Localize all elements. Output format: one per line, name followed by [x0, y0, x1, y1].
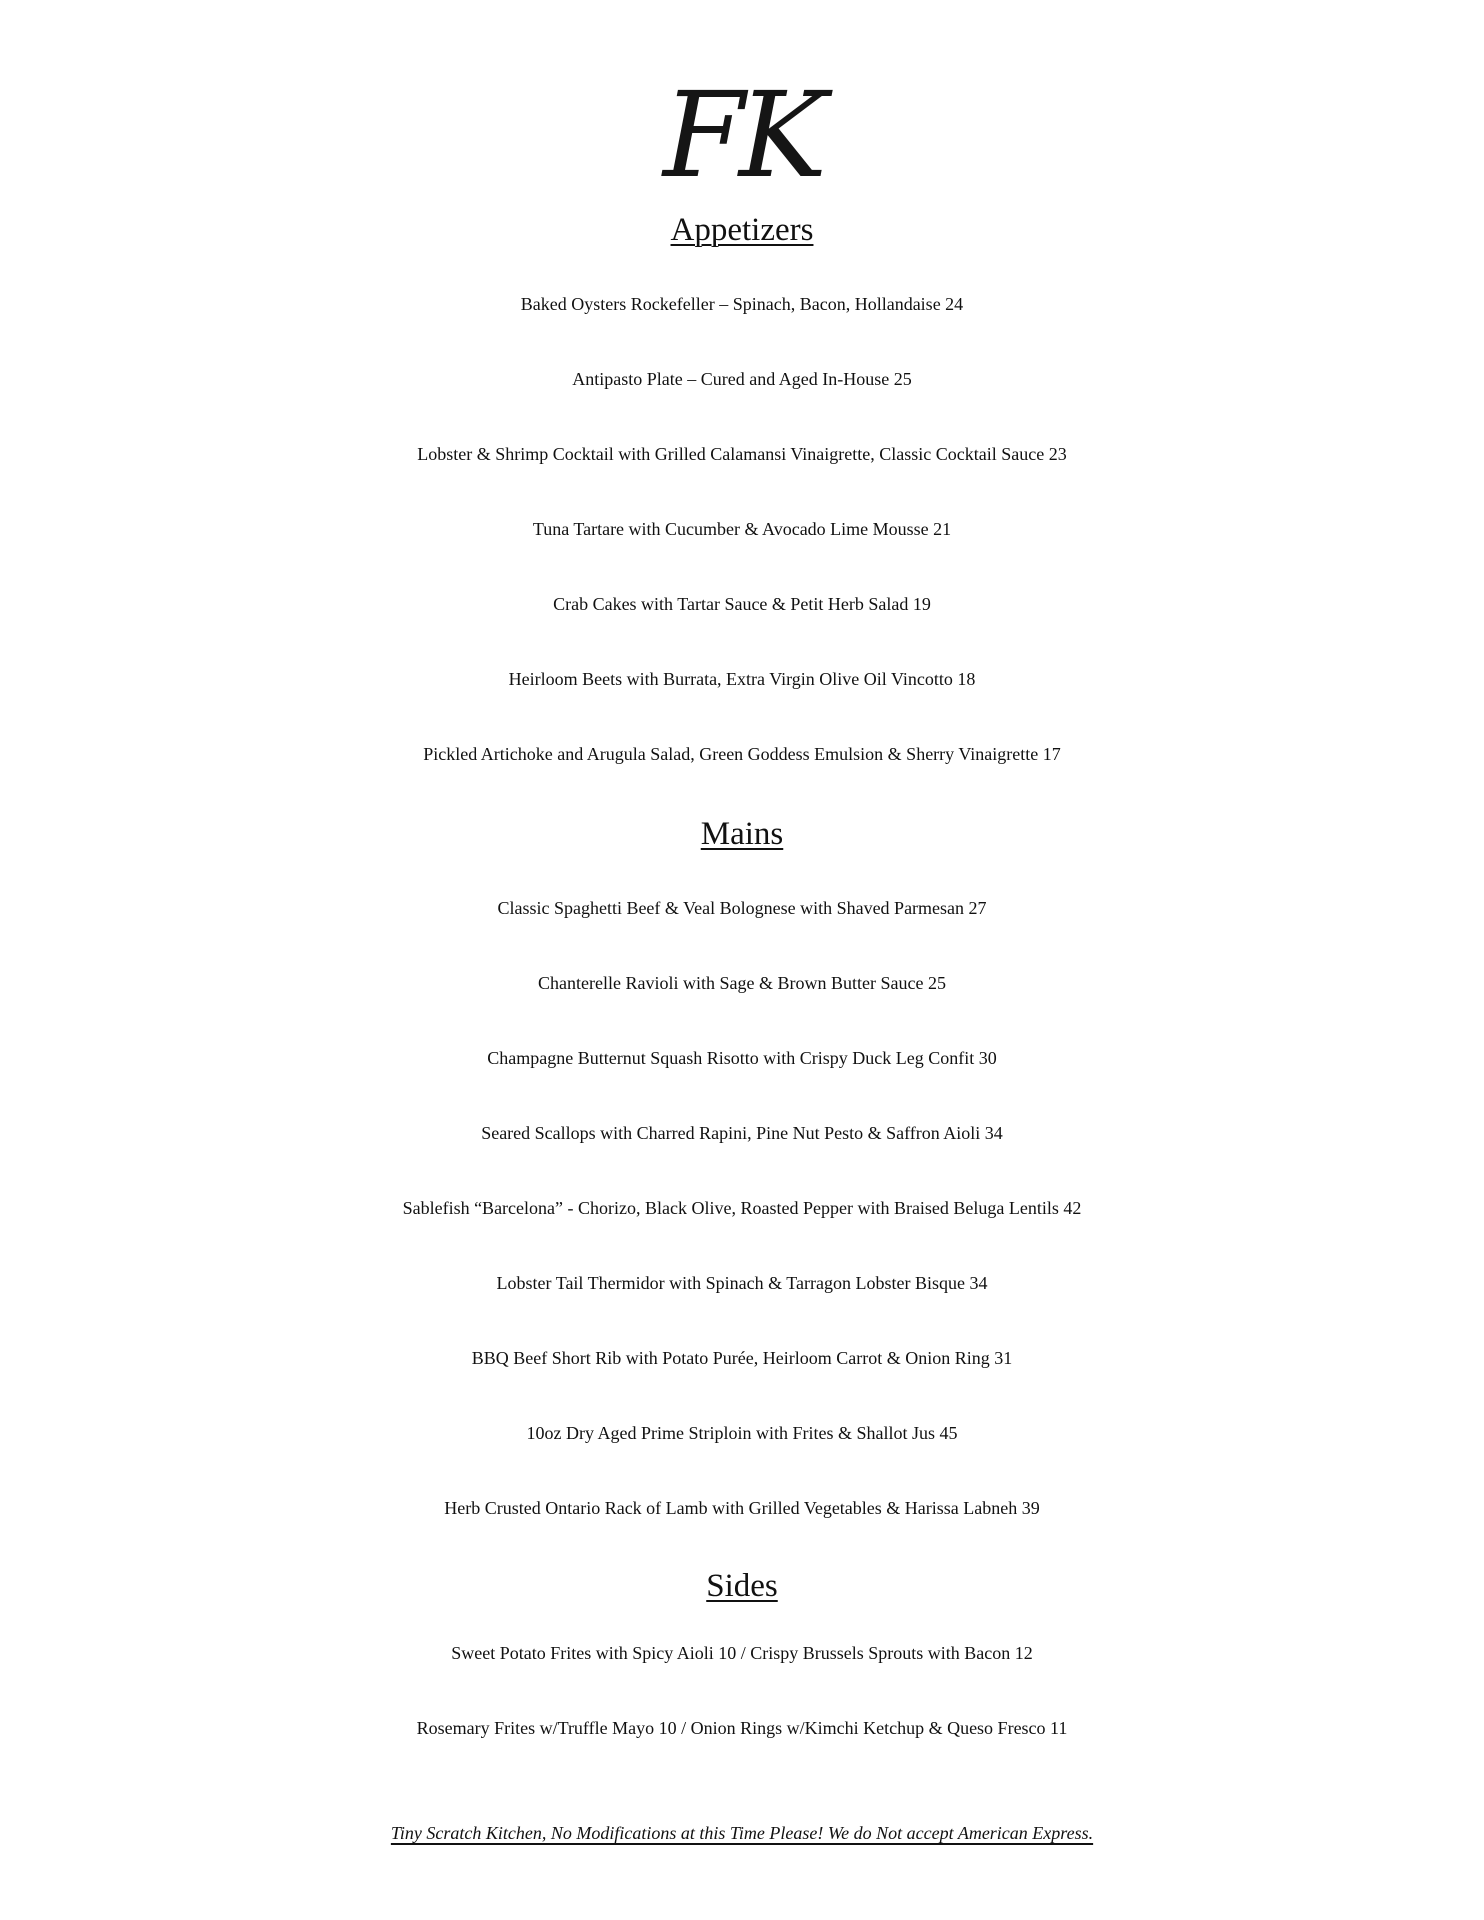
menu-item: Chanterelle Ravioli with Sage & Brown Butter Sauce 25	[538, 973, 946, 993]
menu-item: 10oz Dry Aged Prime Striploin with Frites & Shallot Jus 45	[526, 1423, 958, 1443]
section-title-appetizers: Appetizers	[670, 212, 814, 248]
menu-item: Crab Cakes with Tartar Sauce & Petit Herb Salad 19	[553, 594, 931, 614]
menu-item: Tuna Tartare with Cucumber & Avocado Lime Mousse 21	[532, 519, 952, 539]
menu-item: Sweet Potato Frites with Spicy Aioli 10 / Crispy Brussels Sprouts with Bacon 12	[451, 1643, 1033, 1663]
menu-item: Seared Scallops with Charred Rapini, Pine Nut Pesto & Saffron Aioli 34	[481, 1123, 1003, 1143]
menu-item: Antipasto Plate – Cured and Aged In-House 25	[572, 369, 912, 389]
menu-item: Rosemary Frites w/Truffle Mayo 10 / Onion Rings w/Kimchi Ketchup & Queso Fresco 11	[416, 1718, 1068, 1738]
menu-item: BBQ Beef Short Rib with Potato Purée, Heirloom Carrot & Onion Ring 31	[471, 1348, 1013, 1368]
restaurant-logo: FK	[662, 66, 822, 204]
menu-item: Lobster & Shrimp Cocktail with Grilled Calamansi Vinaigrette, Classic Cocktail Sauce 23	[417, 444, 1067, 464]
menu-item: Pickled Artichoke and Arugula Salad, Green Goddess Emulsion & Sherry Vinaigrette 17	[423, 744, 1061, 764]
section-title-sides: Sides	[706, 1568, 778, 1604]
menu-item: Sablefish “Barcelona” - Chorizo, Black Olive, Roasted Pepper with Braised Beluga Lentils 42	[402, 1198, 1082, 1218]
menu-item: Classic Spaghetti Beef & Veal Bolognese with Shaved Parmesan 27	[497, 898, 987, 918]
footer-notice: Tiny Scratch Kitchen, No Modifications at this Time Please! We do Not accept American Express.	[390, 1823, 1094, 1843]
menu-item: Heirloom Beets with Burrata, Extra Virgin Olive Oil Vincotto 18	[508, 669, 976, 689]
menu-item: Lobster Tail Thermidor with Spinach & Tarragon Lobster Bisque 34	[496, 1273, 988, 1293]
section-title-mains: Mains	[700, 816, 784, 852]
menu-item: Baked Oysters Rockefeller – Spinach, Bacon, Hollandaise 24	[520, 294, 964, 314]
menu-item: Herb Crusted Ontario Rack of Lamb with Grilled Vegetables & Harissa Labneh 39	[444, 1498, 1040, 1518]
menu-item: Champagne Butternut Squash Risotto with Crispy Duck Leg Confit 30	[487, 1048, 997, 1068]
